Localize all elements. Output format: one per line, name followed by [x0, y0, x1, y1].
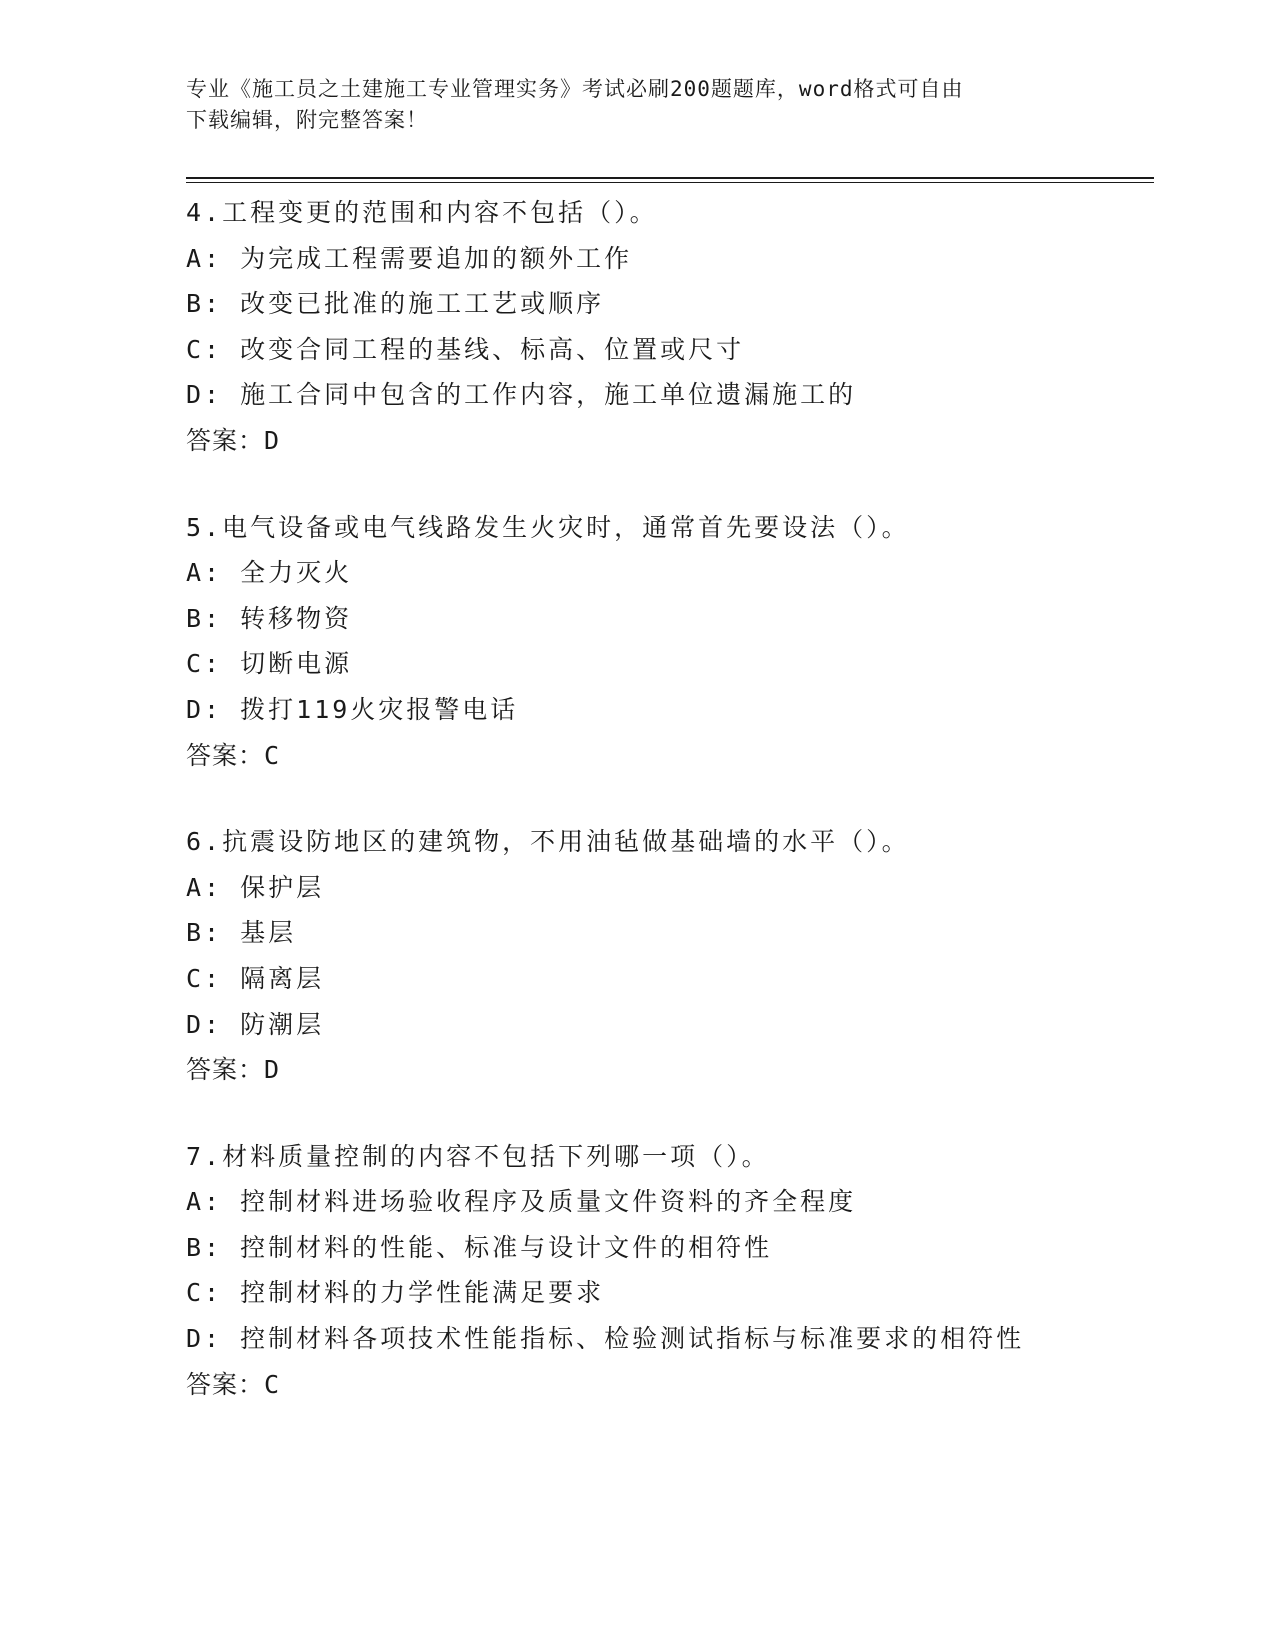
option-a: A: 全力灭火 [186, 558, 353, 588]
option-d: D: 拨打119火灾报警电话 [186, 694, 519, 724]
question-6 [186, 819, 1154, 1093]
question-stem: 4.工程变更的范围和内容不包括（）。 [186, 198, 658, 227]
header-rule-thin [186, 182, 1154, 183]
question-stem: 7.材料质量控制的内容不包括下列哪一项（）。 [186, 1141, 770, 1171]
option-c: C: 控制材料的力学性能满足要求 [186, 1278, 605, 1308]
header-rule-thick [186, 177, 1154, 179]
option-a: A: 保护层 [186, 872, 325, 902]
option-c: C: 改变合同工程的基线、标高、位置或尺寸 [186, 334, 745, 364]
answer: 答案：C [186, 740, 281, 770]
option-b: B: 基层 [186, 918, 297, 948]
question-stem: 6.抗震设防地区的建筑物，不用油毡做基础墙的水平（）。 [186, 827, 910, 857]
question-7 [186, 1134, 1154, 1408]
header-line-1: 专业《施工员之土建施工专业管理实务》考试必刷200题题库，word格式可自由 [186, 77, 964, 101]
option-a: A: 控制材料进场验收程序及质量文件资料的齐全程度 [186, 1187, 857, 1217]
answer: 答案：D [186, 1055, 281, 1085]
option-c: C: 隔离层 [186, 963, 325, 993]
option-c: C: 切断电源 [186, 649, 353, 679]
option-d: D: 防潮层 [186, 1009, 325, 1039]
document-header [186, 74, 1086, 136]
option-d: D: 控制材料各项技术性能指标、检验测试指标与标准要求的相符性 [186, 1324, 1025, 1354]
option-b: B: 改变已批准的施工工艺或顺序 [186, 289, 605, 319]
header-line-2: 下载编辑，附完整答案！ [186, 108, 428, 132]
option-d: D: 施工合同中包含的工作内容，施工单位遗漏施工的 [186, 380, 857, 410]
question-list [186, 190, 1154, 1448]
option-a: A: 为完成工程需要追加的额外工作 [186, 243, 633, 273]
answer: 答案：C [186, 1369, 281, 1399]
question-5 [186, 505, 1154, 779]
option-b: B: 转移物资 [186, 603, 353, 633]
answer: 答案：D [186, 425, 281, 455]
question-4 [186, 190, 1154, 464]
question-stem: 5.电气设备或电气线路发生火灾时，通常首先要设法（）。 [186, 512, 910, 542]
option-b: B: 控制材料的性能、标准与设计文件的相符性 [186, 1232, 773, 1262]
